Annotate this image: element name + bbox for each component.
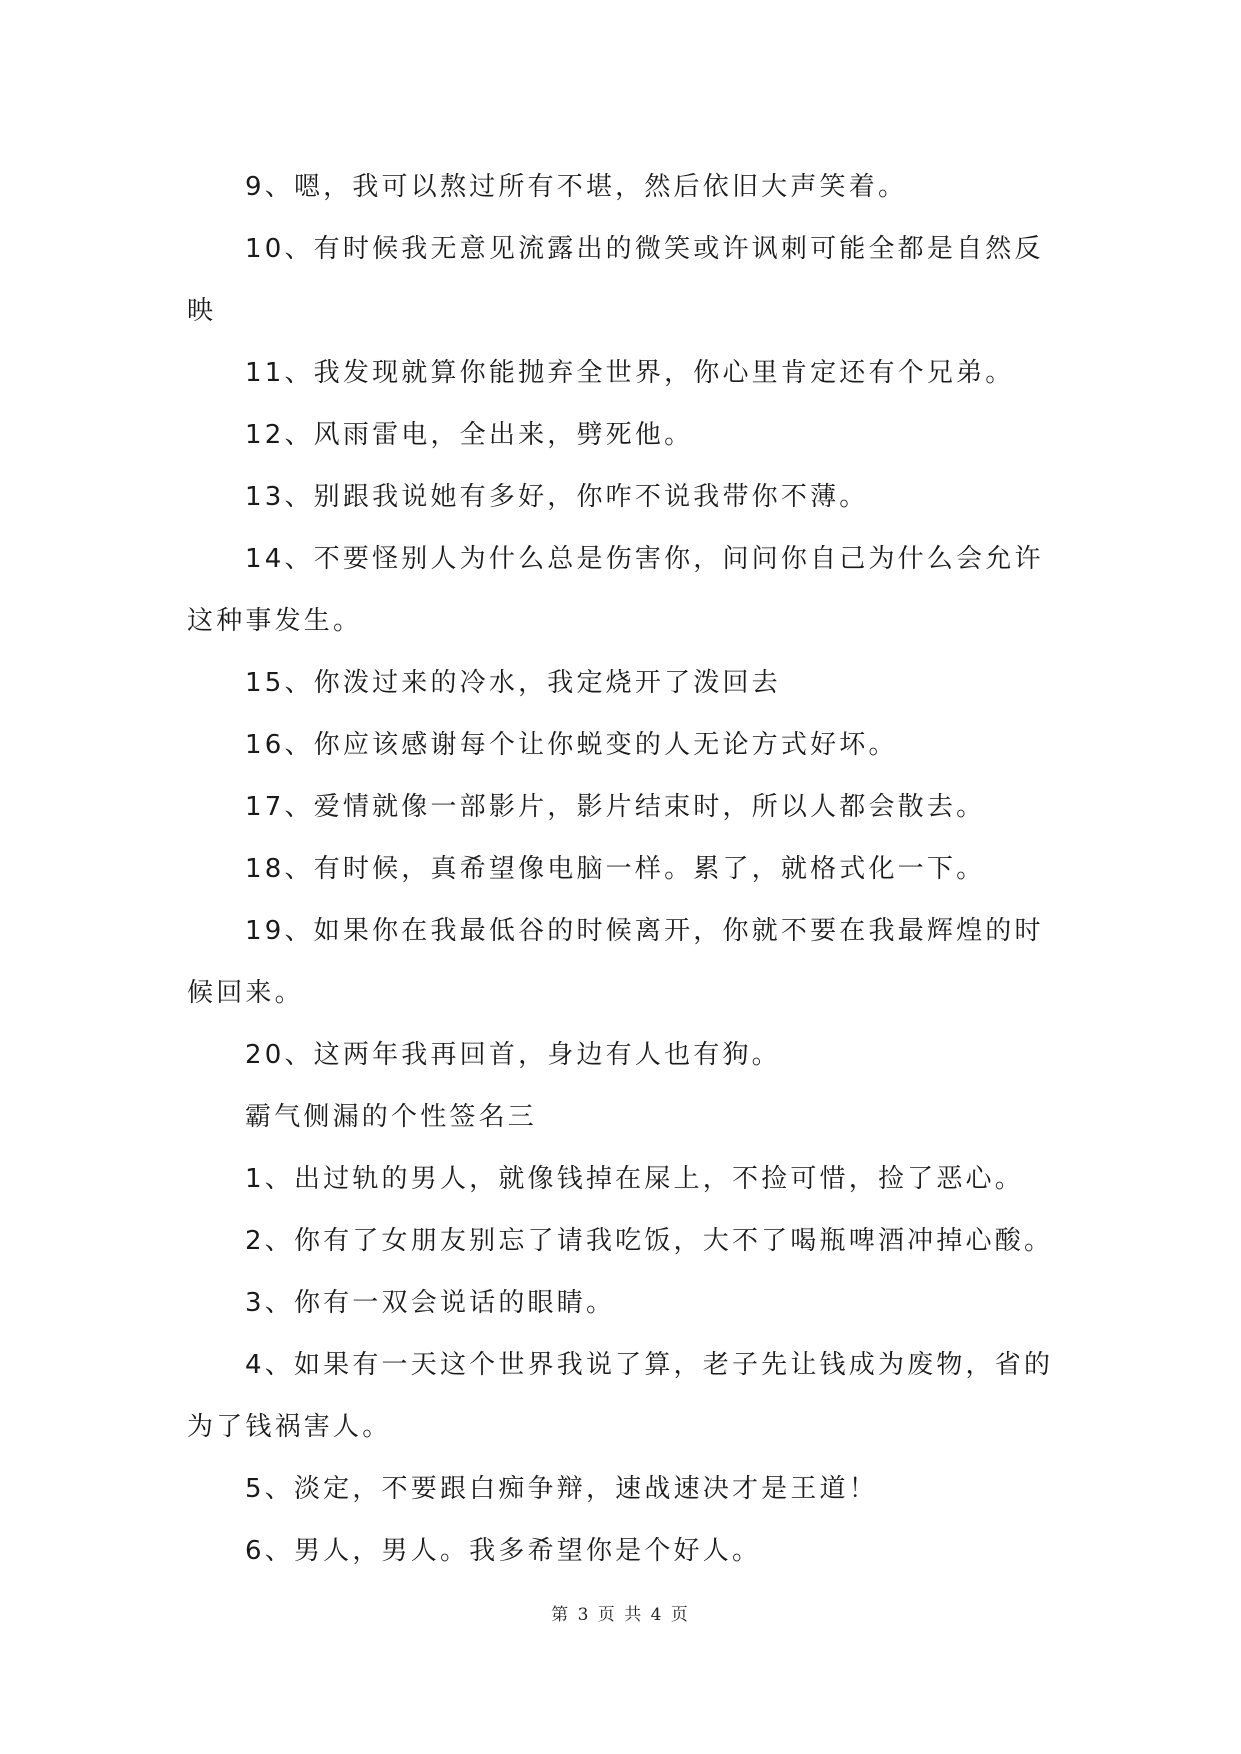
paragraph-15: 15、你泼过来的冷水，我定烧开了泼回去 xyxy=(245,668,781,698)
paragraph-13: 13、别跟我说她有多好，你咋不说我带你不薄。 xyxy=(245,482,869,512)
paragraph-19: 19、如果你在我最低谷的时候离开，你就不要在我最辉煌的时候回来。 xyxy=(187,916,1044,1008)
paragraph-s3-1: 1、出过轨的男人，就像钱掉在屎上，不捡可惜，捡了恶心。 xyxy=(245,1164,1024,1194)
paragraph-11: 11、我发现就算你能抛弃全世界，你心里肯定还有个兄弟。 xyxy=(245,358,1015,388)
paragraph-17: 17、爱情就像一部影片，影片结束时，所以人都会散去。 xyxy=(245,792,986,822)
paragraph-9: 9、嗯，我可以熬过所有不堪，然后依旧大声笑着。 xyxy=(245,172,908,202)
paragraph-18: 18、有时候，真希望像电脑一样。累了，就格式化一下。 xyxy=(245,854,986,884)
paragraph-s3-6: 6、男人，男人。我多希望你是个好人。 xyxy=(245,1536,762,1566)
paragraph-12: 12、风雨雷电，全出来，劈死他。 xyxy=(245,420,694,450)
section-heading: 霸气侧漏的个性签名三 xyxy=(245,1102,538,1132)
document-body xyxy=(187,156,1057,1582)
paragraph-20: 20、这两年我再回首，身边有人也有狗。 xyxy=(245,1040,781,1070)
page-footer xyxy=(0,1600,1241,1625)
paragraph-10: 10、有时候我无意见流露出的微笑或许讽刺可能全都是自然反映 xyxy=(187,234,1044,326)
paragraph-14: 14、不要怪别人为什么总是伤害你，问问你自己为什么会允许这种事发生。 xyxy=(187,544,1044,636)
paragraph-s3-3: 3、你有一双会说话的眼睛。 xyxy=(245,1288,616,1318)
page-number: 第 3 页 共 4 页 xyxy=(551,1605,690,1625)
paragraph-16: 16、你应该感谢每个让你蜕变的人无论方式好坏。 xyxy=(245,730,898,760)
paragraph-s3-5: 5、淡定，不要跟白痴争辩，速战速决才是王道！ xyxy=(245,1474,878,1504)
paragraph-s3-4: 4、如果有一天这个世界我说了算，老子先让钱成为废物，省的为了钱祸害人。 xyxy=(187,1350,1054,1442)
paragraph-s3-2: 2、你有了女朋友别忘了请我吃饭，大不了喝瓶啤酒冲掉心酸。 xyxy=(245,1226,1054,1256)
